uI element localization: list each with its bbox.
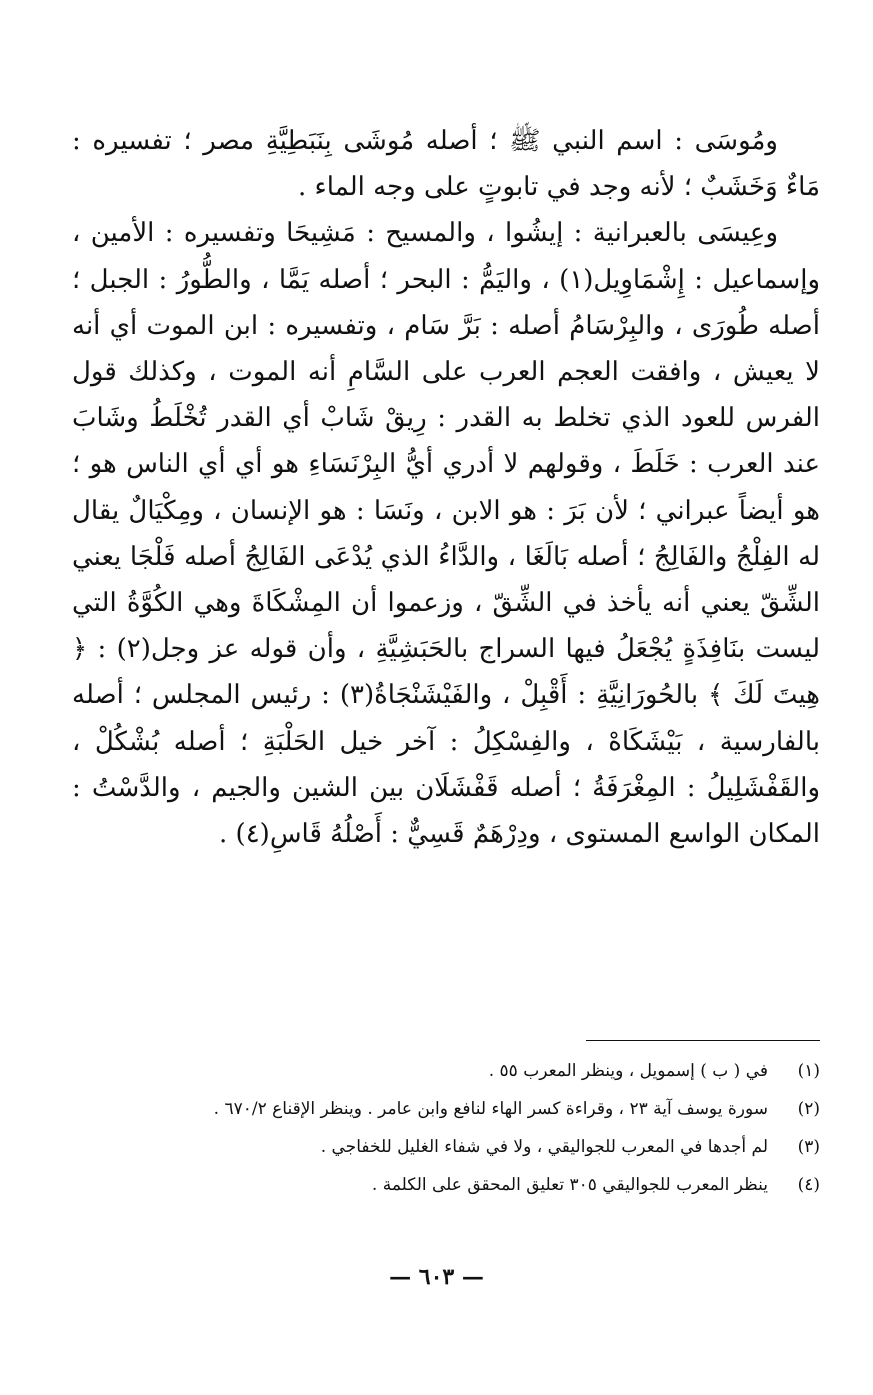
paragraph-isa: وعِيسَى بالعبرانية : إيشُوا ، والمسيح : مَشِيحَا وتفسيره : الأمين ، وإسماعيل : إِشْمَاوِيل(١) ، واليَمُّ : البحر ؛ أصله يَمَّا ، والطُّورُ : الجبل ؛ أصله طُورَى ، والبِرْسَامُ أصله : بَرَّ سَام ، وتفسيره : ابن الموت أي أنه لا يعيش ، وافقت العجم العرب على السَّامِ أنه الموت ، وكذلك قول الفرس للعود الذي تخلط به القدر : رِيقْ شَابْ أي القدر تُخْلَطُ وشَابَ عند العرب : خَلَطَ ، وقولهم لا أدري أيُّ البِرْنَسَاءِ هو أي أي الناس هو ؛ هو أيضاً عبراني ؛ لأن بَرَ : هو الابن ، ونَسَا : هو الإنسان ، ومِكْيَالٌ يقال له الفِلْجُ والفَالِجُ ؛ أصله بَالَغَا ، والدَّاءُ الذي يُدْعَى الفَالِجُ أصله فَلْجَا يعني الشِّقّ يعني أنه يأخذ في الشِّقّ ، وزعموا أن المِشْكَاةَ وهي الكُوَّةُ التي ليست بنَافِذَةٍ يُجْعَلُ فيها السراج بالحَبَشِيَّةِ ، وأن قوله عز وجل(٢) : ﴿ هِيتَ لَكَ ﴾ بالحُورَانِيَّةِ : أَقْبِلْ ، والفَيْشَنْجَاةُ(٣) : رئيس المجلس ؛ أصله بالفارسية ، بَيْشَكَاهْ ، والفِسْكِلُ : آخر خيل الحَلْبَةِ ؛ أصله بُشْكُلْ ، والقَفْشَلِيلُ : المِغْرَفَةُ ؛ أصله قَفْشَلَان بين الشين والجيم ، والدَّسْتُ : المكان الواسع المستوى ، ودِرْهَمٌ قَسِيٌّ : أَصْلُهُ قَاسِ(٤) . [72, 218, 821, 850]
footnote-text: سورة يوسف آية ٢٣ ، وقراءة كسر الهاء لنافع وابن عامر . وينظر الإقناع ٦٧٠/٢ . [213, 1099, 768, 1119]
footnote-text: لم أجدها في المعرب للجواليقي ، ولا في شفاء الغليل للخفاجي . [320, 1137, 768, 1157]
footnote-text: في ( ب ) إسمويل ، وينظر المعرب ٥٥ . [488, 1061, 768, 1081]
footnote-2 [100, 1090, 820, 1128]
page-number: — ٦٠٣ — [389, 1264, 484, 1290]
main-text [72, 118, 820, 857]
footnote-number: (١) [797, 1061, 820, 1081]
footnote-separator [586, 1040, 820, 1041]
footnote-number: (٢) [797, 1099, 820, 1119]
paragraph-musa: ومُوسَى : اسم النبي ﷺ ؛ أصله مُوشَى بِنَبَطِيَّةِ مصر ؛ تفسيره : مَاءٌ وَخَشَبٌ ؛ لأنه وجد في تابوتٍ على وجه الماء . [72, 126, 820, 203]
footnote-number: (٤) [797, 1175, 820, 1195]
footnote-3 [100, 1128, 820, 1166]
footnote-1 [100, 1052, 820, 1090]
footnotes [100, 1052, 820, 1204]
footnote-4 [100, 1166, 820, 1204]
footnote-number: (٣) [797, 1137, 820, 1157]
footnote-text: ينظر المعرب للجواليقي ٣٠٥ تعليق المحقق على الكلمة . [371, 1175, 768, 1195]
